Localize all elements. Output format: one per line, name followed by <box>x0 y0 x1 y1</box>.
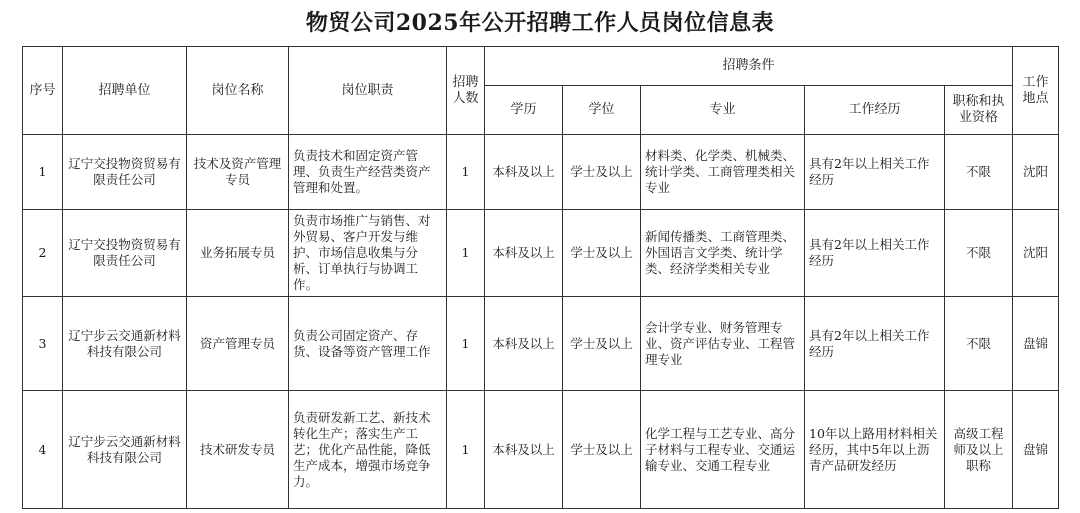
cell-location: 盘锦 <box>1013 391 1059 509</box>
header-education: 学历 <box>485 86 563 135</box>
cell-unit: 辽宁交投物资贸易有限责任公司 <box>63 210 187 297</box>
cell-major: 材料类、化学类、机械类、统计学类、工商管理类相关专业 <box>641 135 805 210</box>
cell-major: 化学工程与工艺专业、高分子材料与工程专业、交通运输专业、交通工程专业 <box>641 391 805 509</box>
cell-seq: 1 <box>23 135 63 210</box>
header-location: 工作地点 <box>1013 47 1059 135</box>
cell-duties: 负责技术和固定资产管理、负责生产经营类资产管理和处置。 <box>289 135 447 210</box>
cell-major: 会计学专业、财务管理专业、资产评估专业、工程管理专业 <box>641 297 805 391</box>
header-position: 岗位名称 <box>187 47 289 135</box>
cell-count: 1 <box>447 135 485 210</box>
cell-degree: 学士及以上 <box>563 391 641 509</box>
cell-duties: 负责公司固定资产、存货、设备等资产管理工作 <box>289 297 447 391</box>
cell-education: 本科及以上 <box>485 391 563 509</box>
cell-experience: 10年以上路用材料相关经历，其中5年以上沥青产品研发经历 <box>805 391 945 509</box>
cell-unit: 辽宁步云交通新材料科技有限公司 <box>63 391 187 509</box>
cell-location: 沈阳 <box>1013 135 1059 210</box>
table-row <box>23 210 1059 297</box>
table-row <box>23 135 1059 210</box>
cell-experience: 具有2年以上相关工作经历 <box>805 135 945 210</box>
cell-duties: 负责市场推广与销售、对外贸易、客户开发与维护、市场信息收集与分析、订单执行与协调工作。 <box>289 210 447 297</box>
cell-degree: 学士及以上 <box>563 210 641 297</box>
cell-position: 技术研发专员 <box>187 391 289 509</box>
cell-qualification: 不限 <box>945 297 1013 391</box>
cell-experience: 具有2年以上相关工作经历 <box>805 297 945 391</box>
cell-major: 新闻传播类、工商管理类、外国语言文学类、统计学类、经济学类相关专业 <box>641 210 805 297</box>
cell-experience: 具有2年以上相关工作经历 <box>805 210 945 297</box>
cell-education: 本科及以上 <box>485 210 563 297</box>
header-unit: 招聘单位 <box>63 47 187 135</box>
cell-location: 盘锦 <box>1013 297 1059 391</box>
cell-qualification: 不限 <box>945 210 1013 297</box>
cell-position: 资产管理专员 <box>187 297 289 391</box>
recruitment-table <box>22 46 1059 509</box>
header-count: 招聘人数 <box>447 47 485 135</box>
cell-duties: 负责研发新工艺、新技术转化生产；落实生产工艺；优化产品性能，降低生产成本，增强市场竞争力。 <box>289 391 447 509</box>
cell-unit: 辽宁步云交通新材料科技有限公司 <box>63 297 187 391</box>
table-row <box>23 391 1059 509</box>
table-row <box>23 297 1059 391</box>
cell-degree: 学士及以上 <box>563 297 641 391</box>
cell-unit: 辽宁交投物资贸易有限责任公司 <box>63 135 187 210</box>
cell-seq: 4 <box>23 391 63 509</box>
cell-count: 1 <box>447 297 485 391</box>
cell-seq: 2 <box>23 210 63 297</box>
header-degree: 学位 <box>563 86 641 135</box>
page-title: 物贸公司2025年公开招聘工作人员岗位信息表 <box>305 10 775 36</box>
cell-location: 沈阳 <box>1013 210 1059 297</box>
cell-count: 1 <box>447 391 485 509</box>
header-seq: 序号 <box>23 47 63 135</box>
header-experience: 工作经历 <box>805 86 945 135</box>
cell-position: 业务拓展专员 <box>187 210 289 297</box>
header-major: 专业 <box>641 86 805 135</box>
cell-count: 1 <box>447 210 485 297</box>
cell-degree: 学士及以上 <box>563 135 641 210</box>
cell-position: 技术及资产管理专员 <box>187 135 289 210</box>
header-conditions: 招聘条件 <box>485 47 1013 86</box>
cell-education: 本科及以上 <box>485 135 563 210</box>
cell-seq: 3 <box>23 297 63 391</box>
cell-qualification: 不限 <box>945 135 1013 210</box>
cell-education: 本科及以上 <box>485 297 563 391</box>
header-qualification: 职称和执业资格 <box>945 86 1013 135</box>
cell-qualification: 高级工程师及以上职称 <box>945 391 1013 509</box>
header-duties: 岗位职责 <box>289 47 447 135</box>
